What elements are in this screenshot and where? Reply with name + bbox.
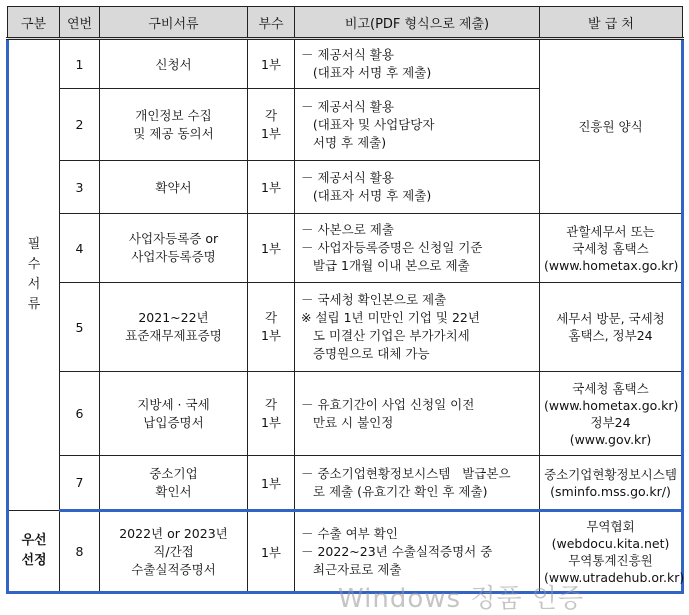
row-number: 6 bbox=[60, 372, 100, 456]
notes: － 제공서식 활용 (대표자 및 사업담당자 서명 후 제출) bbox=[295, 89, 540, 161]
notes: － 중소기업현황정보시스템 발급본으 로 제출 (유효기간 확인 후 제출) bbox=[295, 456, 540, 511]
header-number: 연번 bbox=[60, 7, 100, 39]
copies: 1부 bbox=[248, 511, 295, 593]
header-row bbox=[8, 7, 683, 39]
table-row bbox=[8, 39, 683, 89]
document-name: 사업자등록증 or 사업자등록증명 bbox=[100, 214, 248, 283]
table-row bbox=[8, 456, 683, 511]
required-documents-table bbox=[6, 6, 684, 594]
document-name: 확약서 bbox=[100, 161, 248, 214]
group-priority-label: 우선 선정 bbox=[8, 511, 60, 593]
copies: 각 1부 bbox=[248, 283, 295, 372]
header-copies: 부수 bbox=[248, 7, 295, 39]
row-number: 8 bbox=[60, 511, 100, 593]
notes: － 제공서식 활용 (대표자 서명 후 제출) bbox=[295, 161, 540, 214]
table-row bbox=[8, 283, 683, 372]
copies: 1부 bbox=[248, 161, 295, 214]
notes: － 국세청 확인본으로 제출 ※ 설립 1년 미만인 기업 및 22년 도 미결산 기업은 부가가치세 증명원으로 대체 가능 bbox=[295, 283, 540, 372]
row-number: 4 bbox=[60, 214, 100, 283]
notes: － 제공서식 활용 (대표자 서명 후 제출) bbox=[295, 39, 540, 89]
row-number: 1 bbox=[60, 39, 100, 89]
notes: － 사본으로 제출 － 사업자등록증명은 신청일 기준 발급 1개월 이내 본으로 제출 bbox=[295, 214, 540, 283]
group-required-label: 필 수 서 류 bbox=[8, 39, 60, 511]
header-notes: 비고(PDF 형식으로 제출) bbox=[295, 7, 540, 39]
document-name: 개인정보 수집 및 제공 동의서 bbox=[100, 89, 248, 161]
copies: 1부 bbox=[248, 39, 295, 89]
notes: － 유효기간이 사업 신청일 이전 만료 시 불인정 bbox=[295, 372, 540, 456]
copies: 1부 bbox=[248, 456, 295, 511]
header-category: 구분 bbox=[8, 7, 60, 39]
row-number: 5 bbox=[60, 283, 100, 372]
copies: 각 1부 bbox=[248, 89, 295, 161]
issuer: 세무서 방문, 국세청 홈택스, 정부24 bbox=[540, 283, 683, 372]
document-name: 2022년 or 2023년 직/간접 수출실적증명서 bbox=[100, 511, 248, 593]
document-name: 신청서 bbox=[100, 39, 248, 89]
issuer: 관할세무서 또는 국세청 홈택스 (www.hometax.go.kr) bbox=[540, 214, 683, 283]
table-row bbox=[8, 372, 683, 456]
document-name: 2021~22년 표준재무제표증명 bbox=[100, 283, 248, 372]
document-name: 중소기업 확인서 bbox=[100, 456, 248, 511]
document-name: 지방세 · 국세 납입증명서 bbox=[100, 372, 248, 456]
issuer: 국세청 홈택스 (www.hometax.go.kr) 정부24 (www.gov.kr) bbox=[540, 372, 683, 456]
copies: 1부 bbox=[248, 214, 295, 283]
notes: － 수출 여부 확인 － 2022~23년 수출실적증명서 중 최근자료로 제출 bbox=[295, 511, 540, 593]
row-number: 3 bbox=[60, 161, 100, 214]
table-row bbox=[8, 511, 683, 593]
row-number: 7 bbox=[60, 456, 100, 511]
issuer: 중소기업현황정보시스템 (sminfo.mss.go.kr/) bbox=[540, 456, 683, 511]
table-row bbox=[8, 214, 683, 283]
header-issuer: 발 급 처 bbox=[540, 7, 683, 39]
copies: 각 1부 bbox=[248, 372, 295, 456]
issuer: 진흥원 양식 bbox=[540, 39, 683, 214]
issuer: 무역협회 (webdocu.kita.net) 무역통계진흥원 (www.utradehub.or.kr) bbox=[540, 511, 683, 593]
header-document: 구비서류 bbox=[100, 7, 248, 39]
row-number: 2 bbox=[60, 89, 100, 161]
activation-watermark: Windows 정품 인증 bbox=[338, 584, 585, 614]
